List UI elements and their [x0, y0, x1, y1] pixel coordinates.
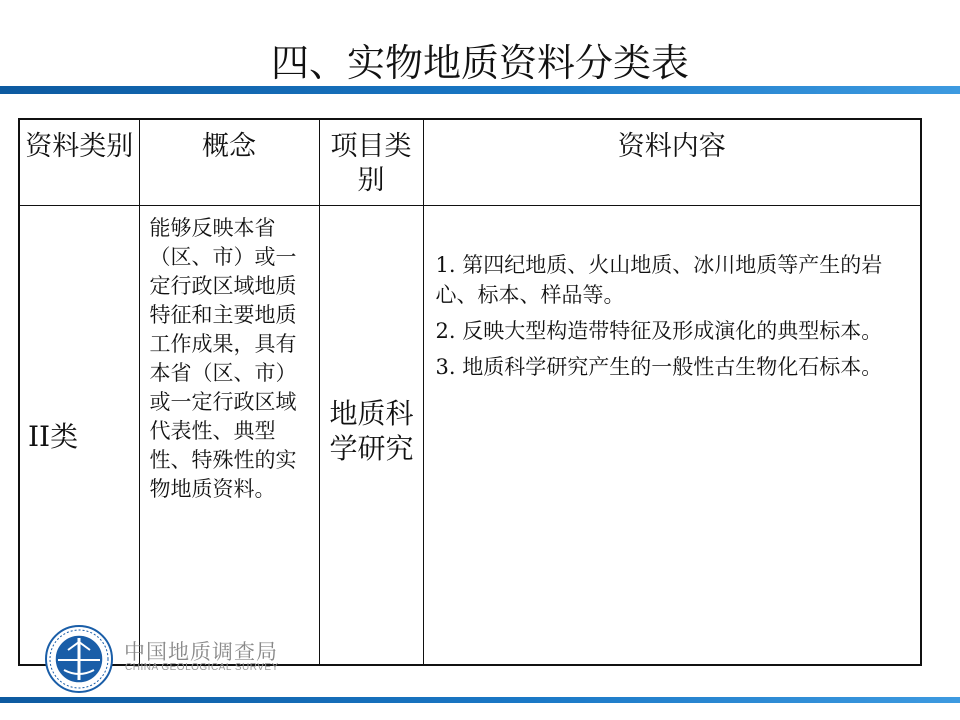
cell-category: II类 — [19, 205, 139, 665]
footer-divider — [0, 697, 960, 703]
org-name: 中国地质调查局 — [124, 640, 278, 664]
page-title: 四、实物地质资料分类表 — [270, 41, 689, 85]
china-geological-survey-logo-icon — [44, 624, 114, 694]
table-row — [19, 205, 921, 665]
title-divider — [0, 86, 960, 94]
header-concept: 概念 — [139, 119, 319, 205]
header-content: 资料内容 — [423, 119, 921, 205]
content-item: 1. 第四纪地质、火山地质、冰川地质等产生的岩心、标本、样品等。 — [435, 252, 883, 307]
cell-concept: 能够反映本省（区、市）或一定行政区域地质特征和主要地质工作成果，具有本省（区、市）或一定行政区域代表性、典型性、特殊性的实物地质资料。 — [139, 205, 319, 665]
header-category: 资料类别 — [19, 119, 139, 205]
table-header-row — [19, 119, 921, 205]
content-item: 3. 地质科学研究产生的一般性古生物化石标本。 — [435, 354, 883, 379]
header-project: 项目类别 — [319, 119, 423, 205]
classification-table — [18, 118, 922, 666]
cell-content — [423, 205, 921, 665]
org-name-en: CHINA GEOLOGICAL SURVEY — [125, 662, 279, 673]
cell-project: 地质科学研究 — [319, 205, 423, 665]
content-item: 2. 反映大型构造带特征及形成演化的典型标本。 — [435, 318, 883, 343]
